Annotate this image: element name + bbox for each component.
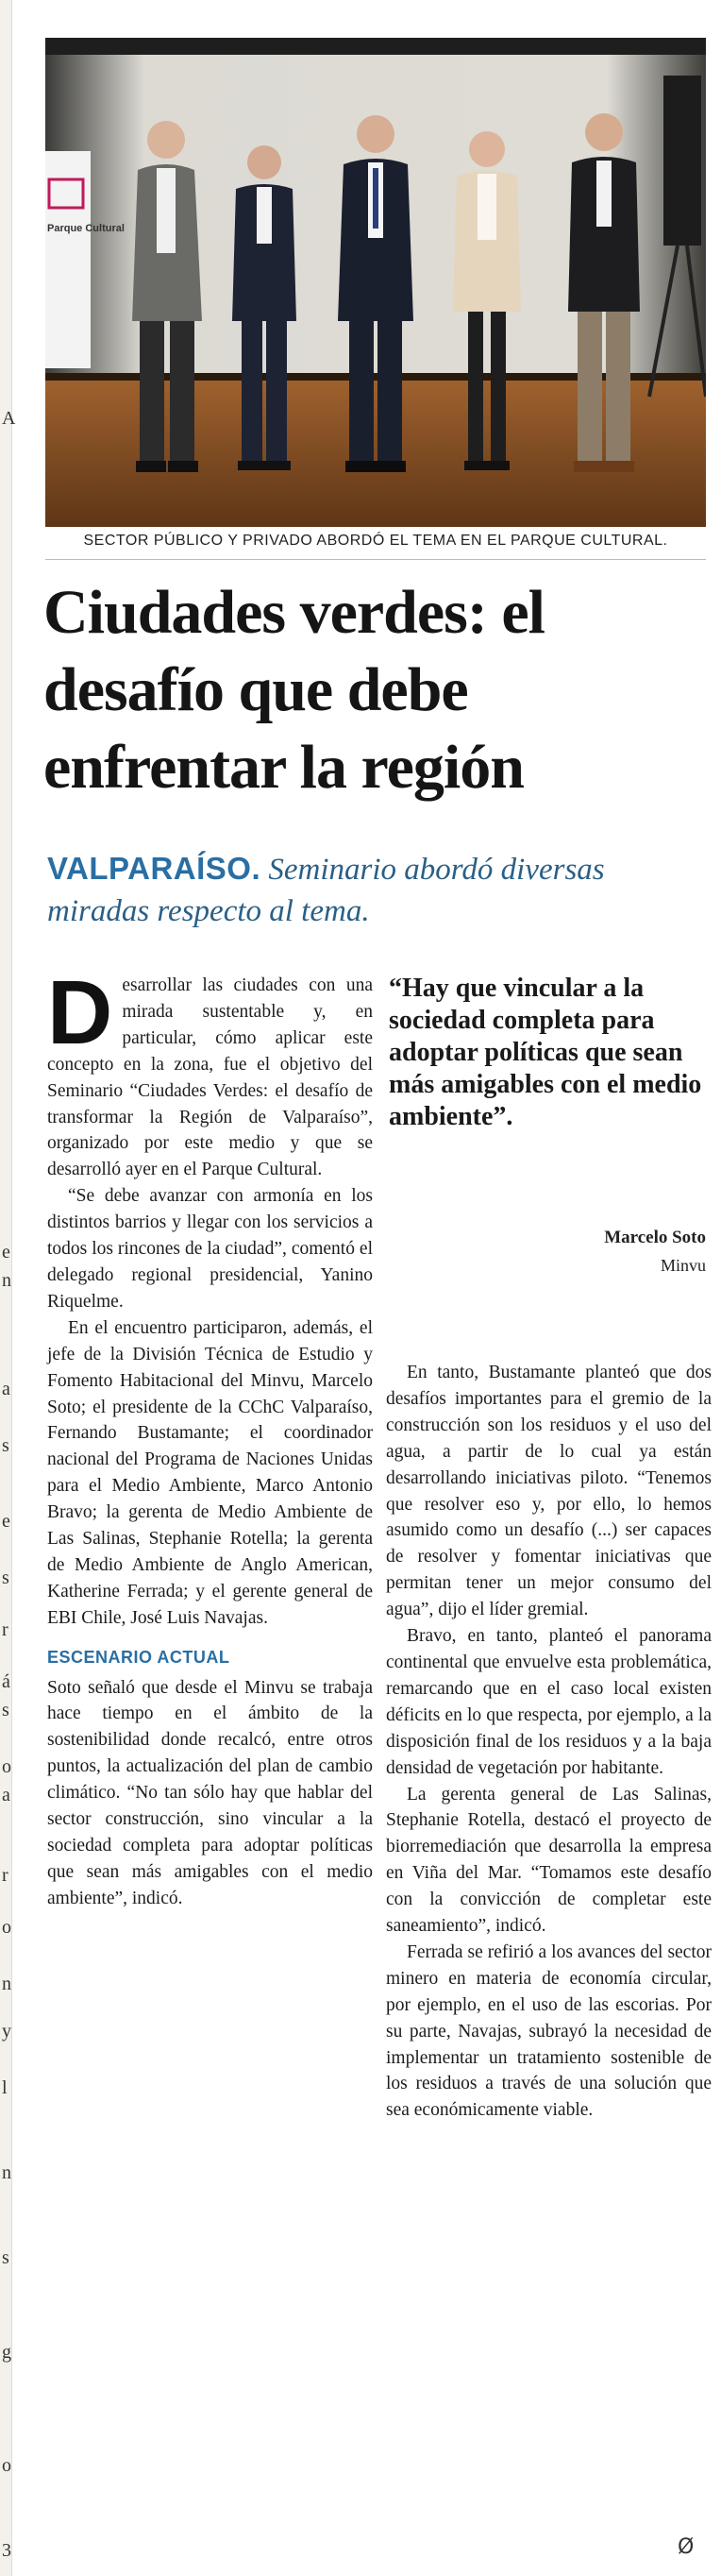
edge-char: n: [2, 1974, 11, 1994]
edge-char: s: [2, 2247, 9, 2268]
headline: Ciudades verdes: el desafío que debe enfrentar la región: [43, 578, 545, 802]
paragraph: Bravo, en tanto, planteó el panorama continental que envuelve esta problemática, remarcando que en el caso local existen déficits en lo que respecta, por ejemplo, a la disposición final de los residuos y a la baja densidad de vegetación por habitante.: [386, 1626, 712, 1778]
paragraph: “Se debe avanzar con armonía en los distintos barrios y llegar con los servicios a todos los rincones de la ciudad”, comentó el delegado regional presidencial, Yanino Riquelme.: [47, 1186, 373, 1312]
deck-text: Seminario abordó diversas miradas respecto al tema.: [47, 853, 605, 928]
edge-char: l: [2, 2077, 8, 2098]
pull-quote-name: Marcelo Soto: [604, 1228, 706, 1247]
paragraph: La gerenta general de Las Salinas, Stephanie Rotella, destacó el proyecto de biorremediación que desarrolla la empresa en Viña del Mar. “Tomamos este desafío con la convicción de completar este saneamiento”, indicó.: [386, 1784, 712, 1937]
edge-char: n: [2, 1270, 11, 1291]
banner-logo-text: Parque Cultural: [47, 223, 125, 234]
paragraph: En el encuentro participaron, además, el jefe de la División Técnica de Estudio y Fomento Habitacional del Minvu, Marcelo Soto; el presidente de la CChC Valparaíso, Fernando Bustamante; el coordinador nacional del Programa de Naciones Unidas para el Medio Ambiente, Marco Antonio Bravo; la gerenta de Medio Ambiente de Las Salinas, Stephanie Rotella; la gerenta de Medio Ambiente de Anglo American, Katherine Ferrada; y el gerente general de EBI Chile, José Luis Navajas.: [47, 1317, 373, 1628]
edge-char: a: [2, 1379, 10, 1399]
photo-caption: SECTOR PÚBLICO Y PRIVADO ABORDÓ EL TEMA EN EL PARQUE CULTURAL.: [83, 533, 668, 549]
edge-char: e: [2, 1242, 10, 1263]
paragraph: Ferrada se refirió a los avances del sector minero en materia de economía circular, por ejemplo, en el uso de las escorias. Por su parte, Navajas, subrayó la necesidad de implementar un tratamiento sostenible de los residuos a través de una solución que sea económicamente viable.: [386, 1941, 712, 2121]
edge-char: o: [2, 1756, 11, 1777]
edge-char: g: [2, 2342, 11, 2363]
edge-char: o: [2, 1917, 11, 1938]
edge-char: r: [2, 1865, 8, 1886]
article-column-2: [386, 1360, 712, 2124]
edge-char: s: [2, 1700, 9, 1720]
drop-cap: D: [47, 962, 113, 1063]
lead-text: esarrollar las ciudades con una mirada sustentable y, en particular, cómo aplicar este concepto en la zona, fue el objetivo del Seminario “Ciudades Verdes: el desafío de transformar la Región de Valparaíso”, organizado por este medio y que se desarrolló ayer en el Parque Cultural.: [47, 975, 373, 1180]
edge-char: y: [2, 2021, 11, 2042]
dateline: VALPARAÍSO.: [47, 851, 261, 886]
edge-char: 3: [2, 2540, 11, 2561]
event-photo-illustration: [45, 38, 706, 527]
paragraph: Soto señaló que desde el Minvu se trabaja hace tiempo en el ámbito de la sostenibilidad donde recalcó, entre otros puntos, la actualización del plan de cambio climático. “No tan sólo hay que hablar del sector construcción, sino vincular a la sociedad completa para adoptar políticas que sean más amigables con el medio ambiente”, indicó.: [47, 1677, 373, 1908]
edge-char: á: [2, 1671, 10, 1692]
edge-char: A: [2, 408, 16, 429]
adjacent-column-fragment: [0, 0, 16, 2576]
edge-char: s: [2, 1435, 9, 1456]
event-photo: [45, 38, 706, 527]
edge-char: a: [2, 1785, 10, 1805]
end-mark-icon: Ø: [678, 2535, 695, 2559]
pull-quote: “Hay que vincular a la sociedad completa para adoptar políticas que sean más amigables con el medio ambiente”.: [389, 974, 702, 1131]
paragraph: En tanto, Bustamante planteó que dos desafíos importantes para el gremio de la construcción son los residuos y el uso del agua, a partir de lo cual ya están desarrollando iniciativas piloto. “Tenemos que resolver eso y, por ello, lo hemos asumido como un desafío (...) ser capaces de resolver y fomentar iniciativas que permitan tener un mejor consumo del agua”, dijo el líder gremial.: [386, 1363, 712, 1620]
lead-paragraph: [47, 962, 373, 1183]
edge-char: o: [2, 2455, 11, 2476]
caption-divider: [45, 559, 706, 560]
pull-quote-role: Minvu: [660, 1256, 706, 1275]
edge-char: s: [2, 1568, 9, 1588]
deck: [47, 848, 708, 932]
edge-char: r: [2, 1619, 8, 1640]
article-column-1: [47, 962, 373, 1912]
subhead: ESCENARIO ACTUAL: [47, 1647, 230, 1667]
edge-char: e: [2, 1511, 10, 1532]
edge-char: n: [2, 2162, 11, 2183]
